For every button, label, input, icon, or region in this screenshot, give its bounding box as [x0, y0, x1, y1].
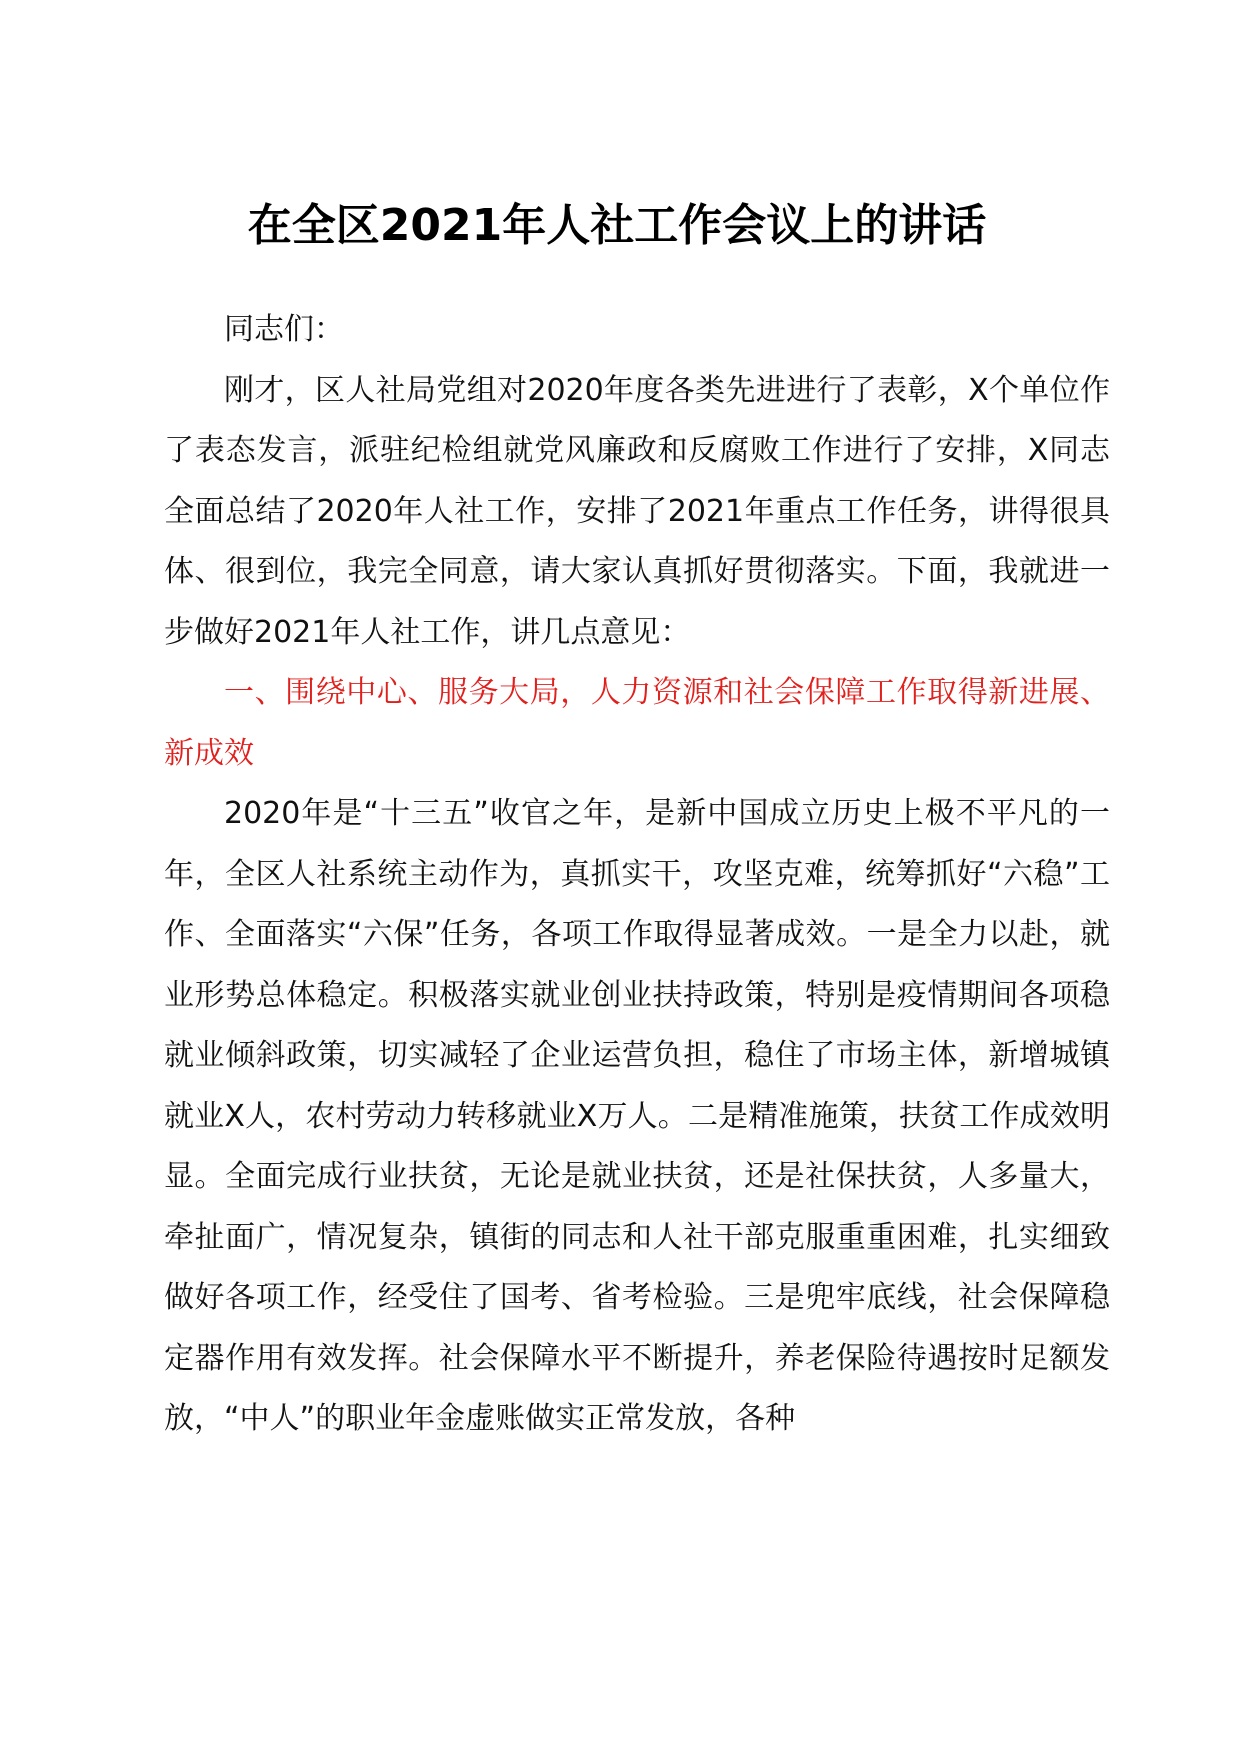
paragraph-intro: 刚才，区人社局党组对2020年度各类先进进行了表彰，X个单位作了表态发言，派驻纪检组就党风廉政和反腐败工作进行了安排，X同志全面总结了2020年人社工作，安排了2021年重点工作任务，讲得很具体、很到位，我完全同意，请大家认真抓好贯彻落实。下面，我就进一步做好2021年人社工作，讲几点意见： [164, 372, 1110, 650]
document-body [164, 300, 1110, 1450]
paragraph-achievements: 2020年是“十三五”收官之年，是新中国成立历史上极不平凡的一年，全区人社系统主动作为，真抓实干，攻坚克难，统筹抓好“六稳”工作、全面落实“六保”任务，各项工作取得显著成效。一是全力以赴，就业形势总体稳定。积极落实就业创业扶持政策，特别是疫情期间各项稳就业倾斜政策，切实减轻了企业运营负担，稳住了市场主体，新增城镇就业X人，农村劳动力转移就业X万人。二是精准施策，扶贫工作成效明显。全面完成行业扶贫，无论是就业扶贫，还是社保扶贫，人多量大，牵扯面广，情况复杂，镇街的同志和人社干部克服重重困难，扎实细致做好各项工作，经受住了国考、省考检验。三是兜牢底线，社会保障稳定器作用有效发挥。社会保障水平不断提升，养老保险待遇按时足额发放，“中人”的职业年金虚账做实正常发放，各种 [164, 796, 1110, 1436]
salutation: 同志们： [224, 312, 344, 347]
document-title: 在全区2021年人社工作会议上的讲话 [247, 200, 987, 251]
section-heading: 一、围绕中心、服务大局，人力资源和社会保障工作取得新进展、新成效 [164, 675, 1110, 771]
